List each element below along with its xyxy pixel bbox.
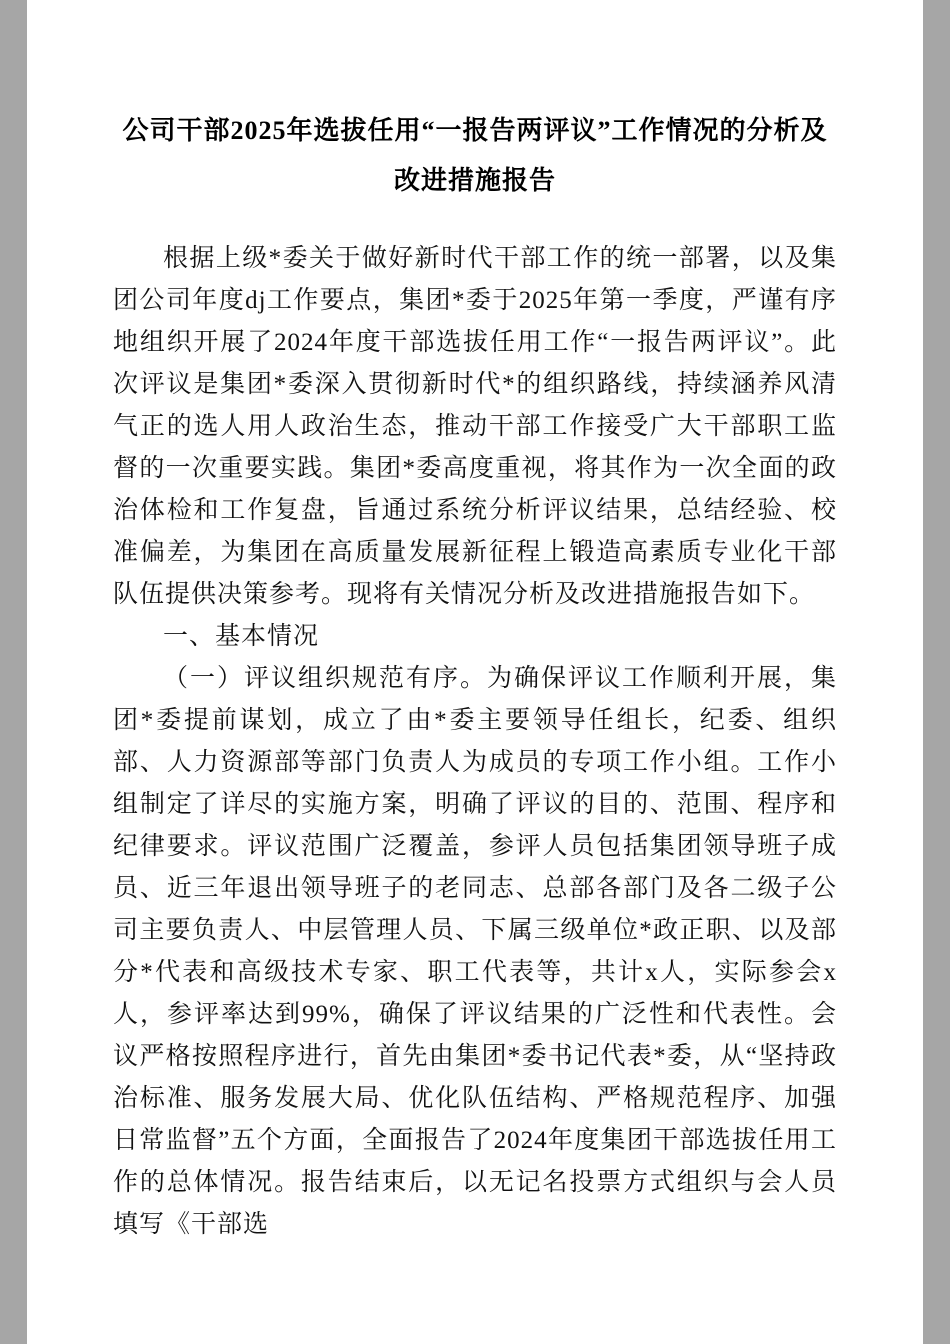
body-paragraph-review-organization: （一）评议组织规范有序。为确保评议工作顺利开展，集团*委提前谋划，成立了由*委主要领导任组长，纪委、组织部、人力资源部等部门负责人为成员的专项工作小组。工作小组制定了详尽的实施方案，明确了评议的目的、范围、程序和纪律要求。评议范围广泛覆盖，参评人员包括集团领导班子成员、近三年退出领导班子的老同志、总部各部门及各二级子公司主要负责人、中层管理人员、下属三级单位*政正职、以及部分*代表和高级技术专家、职工代表等，共计x人，实际参会x人，参评率达到99%，确保了评议结果的广泛性和代表性。会议严格按照程序进行，首先由集团*委书记代表*委，从“坚持政治标准、服务发展大局、优化队伍结构、严格规范程序、加强日常监督”五个方面，全面报告了2024年度集团干部选拔任用工作的总体情况。报告结束后，以无记名投票方式组织与会人员填写《干部选	[113, 665, 837, 1238]
section-heading-basic-situation: 一、基本情况	[163, 623, 320, 650]
body-paragraph-intro: 根据上级*委关于做好新时代干部工作的统一部署，以及集团公司年度dj工作要点，集团*委于2025年第一季度，严谨有序地组织开展了2024年度干部选拔任用工作“一报告两评议”。此次评议是集团*委深入贯彻新时代*的组织路线，持续涵养风清气正的选人用人政治生态，推动干部工作接受广大干部职工监督的一次重要实践。集团*委高度重视，将其作为一次全面的政治体检和工作复盘，旨通过系统分析评议结果，总结经验、校准偏差，为集团在高质量发展新征程上锻造高素质专业化干部队伍提供决策参考。现将有关情况分析及改进措施报告如下。	[113, 245, 837, 608]
document-page	[27, 0, 923, 1344]
document-title: 公司干部2025年选拔任用“一报告两评议”工作情况的分析及改进措施报告	[122, 116, 828, 195]
